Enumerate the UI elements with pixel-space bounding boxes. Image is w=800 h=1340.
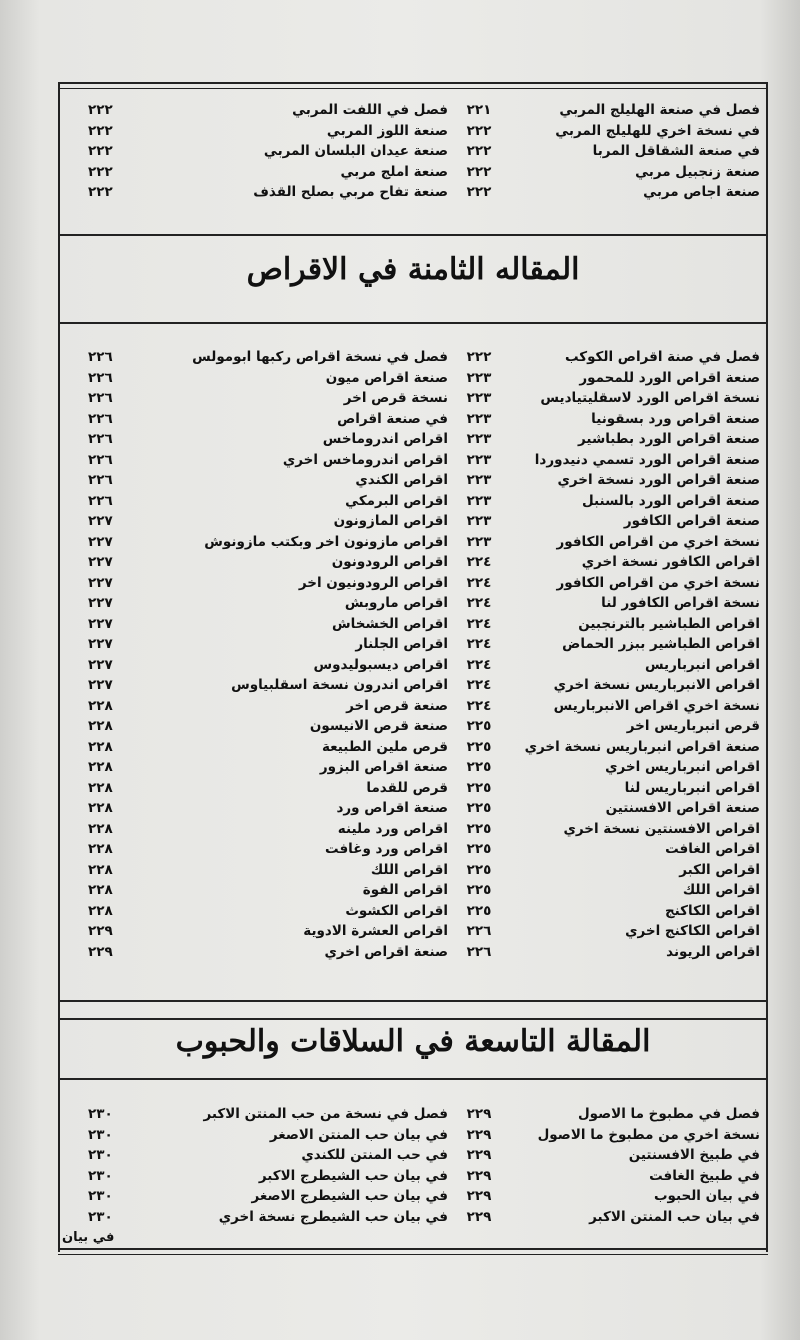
toc-entry-left: صنعة اقراص ميون [325,369,448,386]
toc-entry-right: صنعة اقراص الورد نسخة اخري [557,472,760,488]
toc-entry-right: في نسخة اخري للهليلج المربي [555,122,760,139]
page-number-right: ٢٢٤ [466,636,492,652]
page-number-left: ٢٣٠ [88,1126,113,1143]
toc-entry-left: اقراص اللك [370,861,448,878]
toc-entry-right: نسخة اخري من اقراص الكافور [556,533,760,550]
page-number-right: ٢٢٩ [466,1167,492,1184]
toc-entry-right: اقراص الطباشير بالترنجبين [578,615,760,632]
page-number-left: ٢٢٨ [88,800,113,816]
page-number-right: ٢٢٥ [466,882,492,898]
toc-row [62,901,764,922]
page-number-right: ٢٢٢ [466,349,492,365]
rule-above-heading-8 [58,234,768,236]
toc-entry-left: اقراص العشرة الادوية [303,923,448,939]
top-rule [58,82,768,89]
toc-entry-right: نسخة اقراص الورد لاسقليتياديس [540,390,760,406]
toc-entry-right: صنعة اقراص الورد تسمي دنيدوردا [534,451,760,468]
toc-entry-left: اقراص اندرون نسخة اسقلبياوس [231,677,448,693]
page-number-right: ٢٢٥ [466,820,492,837]
toc-row [62,532,764,553]
toc-row [62,655,764,676]
toc-row [62,573,764,594]
toc-entry-left: اقراص ماروبش [344,595,448,611]
toc-row [62,1104,764,1125]
page-number-right: ٢٢٥ [466,902,492,919]
bottom-rule [58,1248,768,1255]
toc-row [62,634,764,655]
toc-entry-left: اقراص الجلنار [355,636,448,652]
page-number-left: ٢٢٢ [88,122,113,139]
toc-entry-right: نسخة اقراص الكافور لنا [601,595,760,611]
toc-row [62,491,764,512]
toc-section-2 [62,347,764,962]
page-number-left: ٢٢٧ [88,533,113,550]
toc-entry-right: صنعة اقراص ورد بسقونيا [591,410,760,427]
toc-row [62,429,764,450]
page-number-right: ٢٢٤ [466,677,492,693]
toc-entry-left: صنعة اقراص ورد [336,800,448,816]
toc-row [62,593,764,614]
toc-entry-right: اقراص انبرباريس لنا [624,779,760,796]
toc-row [62,1186,764,1207]
toc-entry-right: اقراص اللك [682,882,760,898]
page-number-right: ٢٢٥ [466,718,492,734]
rule-below-heading-9 [58,1078,768,1080]
page-number-left: ٢٢٨ [88,902,113,919]
toc-row [62,182,764,203]
page-number-left: ٢٢٧ [88,513,113,529]
toc-entry-right: نسخة اخري اقراص الانبرباريس [553,697,760,714]
toc-entry-left: صنعة اقراص اخري [324,943,448,960]
page-number-right: ٢٢٣ [466,390,492,406]
toc-entry-left: اقراص المازونون [333,513,448,529]
toc-row [62,880,764,901]
toc-entry-left: صنعة اقراص البزور [319,759,448,775]
page-number-right: ٢٢٥ [466,759,492,775]
page-number-left: ٢٣٠ [88,1188,113,1204]
toc-row [62,1145,764,1166]
page-number-left: ٢٢٦ [88,472,113,488]
toc-section-1 [62,100,764,203]
toc-row [62,839,764,860]
toc-entry-left: صنعة اللوز المربي [326,122,448,139]
page-number-left: ٢٢٨ [88,697,113,714]
toc-entry-right: صنعة اقراص الورد بطباشير [578,431,760,447]
toc-entry-left: اقراص الخشخاش [332,615,448,632]
toc-entry-left: اقراص اندروماخس [322,431,448,447]
page-number-right: ٢٢٢ [466,143,492,159]
page-number-left: ٢٢٨ [88,861,113,878]
toc-entry-right: صنعة اقراص الورد للمحمور [579,369,760,386]
toc-entry-right: صنعة اقراص الكافور [623,513,760,529]
toc-entry-left: صنعة تفاح مربي بصلح القذف [253,184,448,200]
toc-entry-left: في صنعة اقراص [337,410,448,427]
toc-entry-left: في بيان حب الشيطرج نسخة اخري [218,1208,448,1225]
toc-entry-left: اقراص اندروماخس اخري [282,451,448,468]
toc-row [62,162,764,183]
toc-entry-right: اقراص الريوند [666,943,760,960]
toc-row [62,675,764,696]
page-number-right: ٢٢٩ [466,1147,492,1163]
toc-entry-right: صنعة اقراص انبرباريس نسخة اخري [524,738,760,755]
toc-entry-right: في بيان الحبوب [653,1188,760,1204]
toc-row [62,470,764,491]
toc-entry-left: فصل في نسخة من حب المنتن الاكبر [203,1106,448,1122]
page-number-left: ٢٢٧ [88,574,113,591]
page-number-right: ٢٢٥ [466,779,492,796]
page-number-left: ٢٢٦ [88,451,113,468]
page-number-right: ٢٢٣ [466,513,492,529]
toc-entry-right: اقراص الغافت [665,841,760,857]
page-number-right: ٢٢٤ [466,574,492,591]
page-number-left: ٢٢٢ [88,102,113,118]
toc-entry-left: اقراص البرمكي [345,492,448,509]
toc-entry-right: اقراص الكاكنج اخري [625,923,760,939]
toc-entry-right: قرص انبرباريس اخر [626,718,760,734]
toc-entry-left: اقراص ديسبوليدوس [313,656,448,673]
toc-entry-left: صنعة قرص الانيسون [309,718,448,734]
page-number-left: ٢٣٠ [88,1106,113,1122]
toc-entry-left: في بيان حب الشيطرج الاصغر [251,1188,448,1204]
page-number-right: ٢٢٩ [466,1126,492,1143]
toc-entry-right: في طبيخ الافسنتين [628,1147,760,1163]
page-number-left: ٢٢٧ [88,636,113,652]
toc-row [62,368,764,389]
page-number-right: ٢٢٥ [466,800,492,816]
page-number-left: ٢٢٨ [88,820,113,837]
page-number-right: ٢٢٣ [466,451,492,468]
toc-entry-right: نسخة اخري من اقراص الكافور [556,574,760,591]
page-number-left: ٢٢٨ [88,759,113,775]
toc-entry-right: صنعة اقراص الافسنتين [605,800,760,816]
page-number-left: ٢٢٢ [88,163,113,180]
page-number-left: ٢٣٠ [88,1147,113,1163]
page-number-left: ٢٢٩ [88,943,113,960]
toc-row [62,1166,764,1187]
toc-entry-right: اقراص انبرباريس [644,656,760,673]
page-number-right: ٢٢٤ [466,656,492,673]
toc-entry-right: صنعة اقراص الورد بالسنبل [582,492,760,509]
page-number-left: ٢٢٦ [88,349,113,365]
page-number-right: ٢٢٤ [466,595,492,611]
page-number-left: ٢٢٨ [88,841,113,857]
toc-entry-left: اقراص الكشوث [345,902,448,919]
toc-row [62,778,764,799]
catchword: في بيان [62,1230,115,1245]
toc-row [62,552,764,573]
rule-above-heading-9b [58,1018,768,1020]
page-number-right: ٢٢٢ [466,184,492,200]
page-number-left: ٢٢٧ [88,595,113,611]
page-number-right: ٢٢٦ [466,923,492,939]
page-number-left: ٢٢٦ [88,492,113,509]
toc-row [62,409,764,430]
page-number-right: ٢٢٢ [466,163,492,180]
toc-row [62,614,764,635]
page-number-left: ٢٢٧ [88,656,113,673]
page-number-right: ٢٢٣ [466,472,492,488]
page-number-left: ٢٢٦ [88,410,113,427]
toc-entry-right: اقراص الكبر [679,861,760,878]
page-number-right: ٢٢٥ [466,861,492,878]
page-number-left: ٢٢٨ [88,738,113,755]
page-number-right: ٢٢٩ [466,1188,492,1204]
page-number-right: ٢٢٤ [466,554,492,570]
page-number-left: ٢٢٦ [88,431,113,447]
page-number-right: ٢٢٣ [466,492,492,509]
toc-row [62,511,764,532]
toc-entry-left: في بيان حب الشيطرج الاكبر [258,1167,448,1184]
toc-entry-left: قرص للقدما [366,779,448,796]
page-number-left: ٢٢٢ [88,184,113,200]
page-number-left: ٢٢٩ [88,923,113,939]
toc-entry-right: في بيان حب المنتن الاكبر [589,1208,760,1225]
toc-entry-right: صنعة زنجبيل مربي [635,163,760,180]
toc-row [62,921,764,942]
toc-row [62,388,764,409]
toc-row [62,1125,764,1146]
toc-entry-left: اقراص الكندي [355,472,448,488]
heading-chapter-9: المقالة التاسعة في السلاقات والحبوب [175,1024,651,1059]
page-number-right: ٢٢٣ [466,410,492,427]
page-number-left: ٢٣٠ [88,1167,113,1184]
toc-entry-left: صنعة عيدان البلسان المربي [263,143,448,159]
toc-entry-left: في حب المنتن للكندي [301,1147,448,1163]
toc-entry-right: اقراص انبرباريس اخري [605,759,760,775]
toc-row [62,716,764,737]
heading-chapter-8: المقاله الثامنة في الاقراص [246,252,580,287]
toc-entry-left: اقراص الرودونيون اخر [298,574,448,591]
page-number-right: ٢٢٣ [466,369,492,386]
toc-row [62,1207,764,1228]
page-number-left: ٢٢٧ [88,677,113,693]
toc-entry-right: نسخة اخري من مطبوخ ما الاصول [537,1126,760,1143]
toc-row [62,450,764,471]
toc-entry-left: قرص ملين الطبيعة [321,738,448,755]
toc-entry-left: فصل في اللفت المربي [292,102,448,118]
page-number-right: ٢٢٢ [466,122,492,139]
page-number-left: ٢٢٨ [88,779,113,796]
toc-row [62,141,764,162]
page-number-left: ٢٢٨ [88,882,113,898]
toc-entry-right: في طبيخ الغافت [649,1167,760,1184]
toc-section-3 [62,1104,764,1227]
page-number-left: ٢٢٢ [88,143,113,159]
toc-entry-left: اقراص ورد وغافت [325,841,448,857]
toc-entry-right: فصل في صنة اقراص الكوكب [564,349,760,365]
page-number-right: ٢٢٥ [466,738,492,755]
page-number-right: ٢٢٤ [466,697,492,714]
toc-row [62,757,764,778]
toc-entry-right: فصل في صنعة الهليلج المربي [559,102,760,118]
page-number-left: ٢٢٧ [88,554,113,570]
toc-entry-left: نسخة قرص اخر [343,390,448,406]
toc-entry-right: فصل في مطبوخ ما الاصول [577,1106,760,1122]
page-number-right: ٢٢٩ [466,1106,492,1122]
toc-entry-right: صنعة اجاص مربي [643,184,760,200]
page-number-left: ٢٢٧ [88,615,113,632]
toc-entry-left: فصل في نسخة اقراص ركبها ابومولس [192,349,448,365]
page-number-left: ٢٢٨ [88,718,113,734]
page-number-left: ٢٢٦ [88,390,113,406]
toc-entry-left: صنعة املج مربي [340,163,448,180]
page-number-right: ٢٢٥ [466,841,492,857]
toc-entry-right: في صنعة الشقاقل المربا [592,143,760,159]
toc-row [62,942,764,963]
page-number-left: ٢٣٠ [88,1208,113,1225]
toc-row [62,798,764,819]
page-number-right: ٢٢٣ [466,431,492,447]
rule-above-heading-9 [58,1000,768,1002]
toc-entry-right: اقراص الطباشير ببزر الحماض [562,636,760,652]
rule-below-heading-8 [58,322,768,324]
toc-row [62,737,764,758]
toc-entry-right: اقراص الكافور نسخة اخري [581,554,760,570]
toc-row [62,819,764,840]
page-number-right: ٢٢٩ [466,1208,492,1225]
page-number-right: ٢٢٤ [466,615,492,632]
toc-entry-left: اقراص الرودونون [331,554,448,570]
toc-entry-left: صنعة قرص اخر [346,697,448,714]
page-number-left: ٢٢٦ [88,369,113,386]
toc-row [62,860,764,881]
page-number-right: ٢٢١ [466,102,492,118]
toc-row [62,100,764,121]
toc-entry-left: اقراص ورد ملينه [337,820,448,837]
toc-entry-left: في بيان حب المنتن الاصغر [269,1126,448,1143]
toc-row [62,121,764,142]
toc-entry-right: اقراص الكاكنج [664,902,760,919]
toc-entry-right: اقراص الانبرباريس نسخة اخري [553,677,760,693]
toc-entry-left: اقراص مازونون اخر وبكتب مازونوش [204,533,448,550]
toc-row [62,696,764,717]
toc-row [62,347,764,368]
page-number-right: ٢٢٦ [466,943,492,960]
toc-entry-left: اقراص الفوة [362,882,448,898]
page-number-right: ٢٢٣ [466,533,492,550]
toc-entry-right: اقراص الافسنتين نسخة اخري [563,820,760,837]
